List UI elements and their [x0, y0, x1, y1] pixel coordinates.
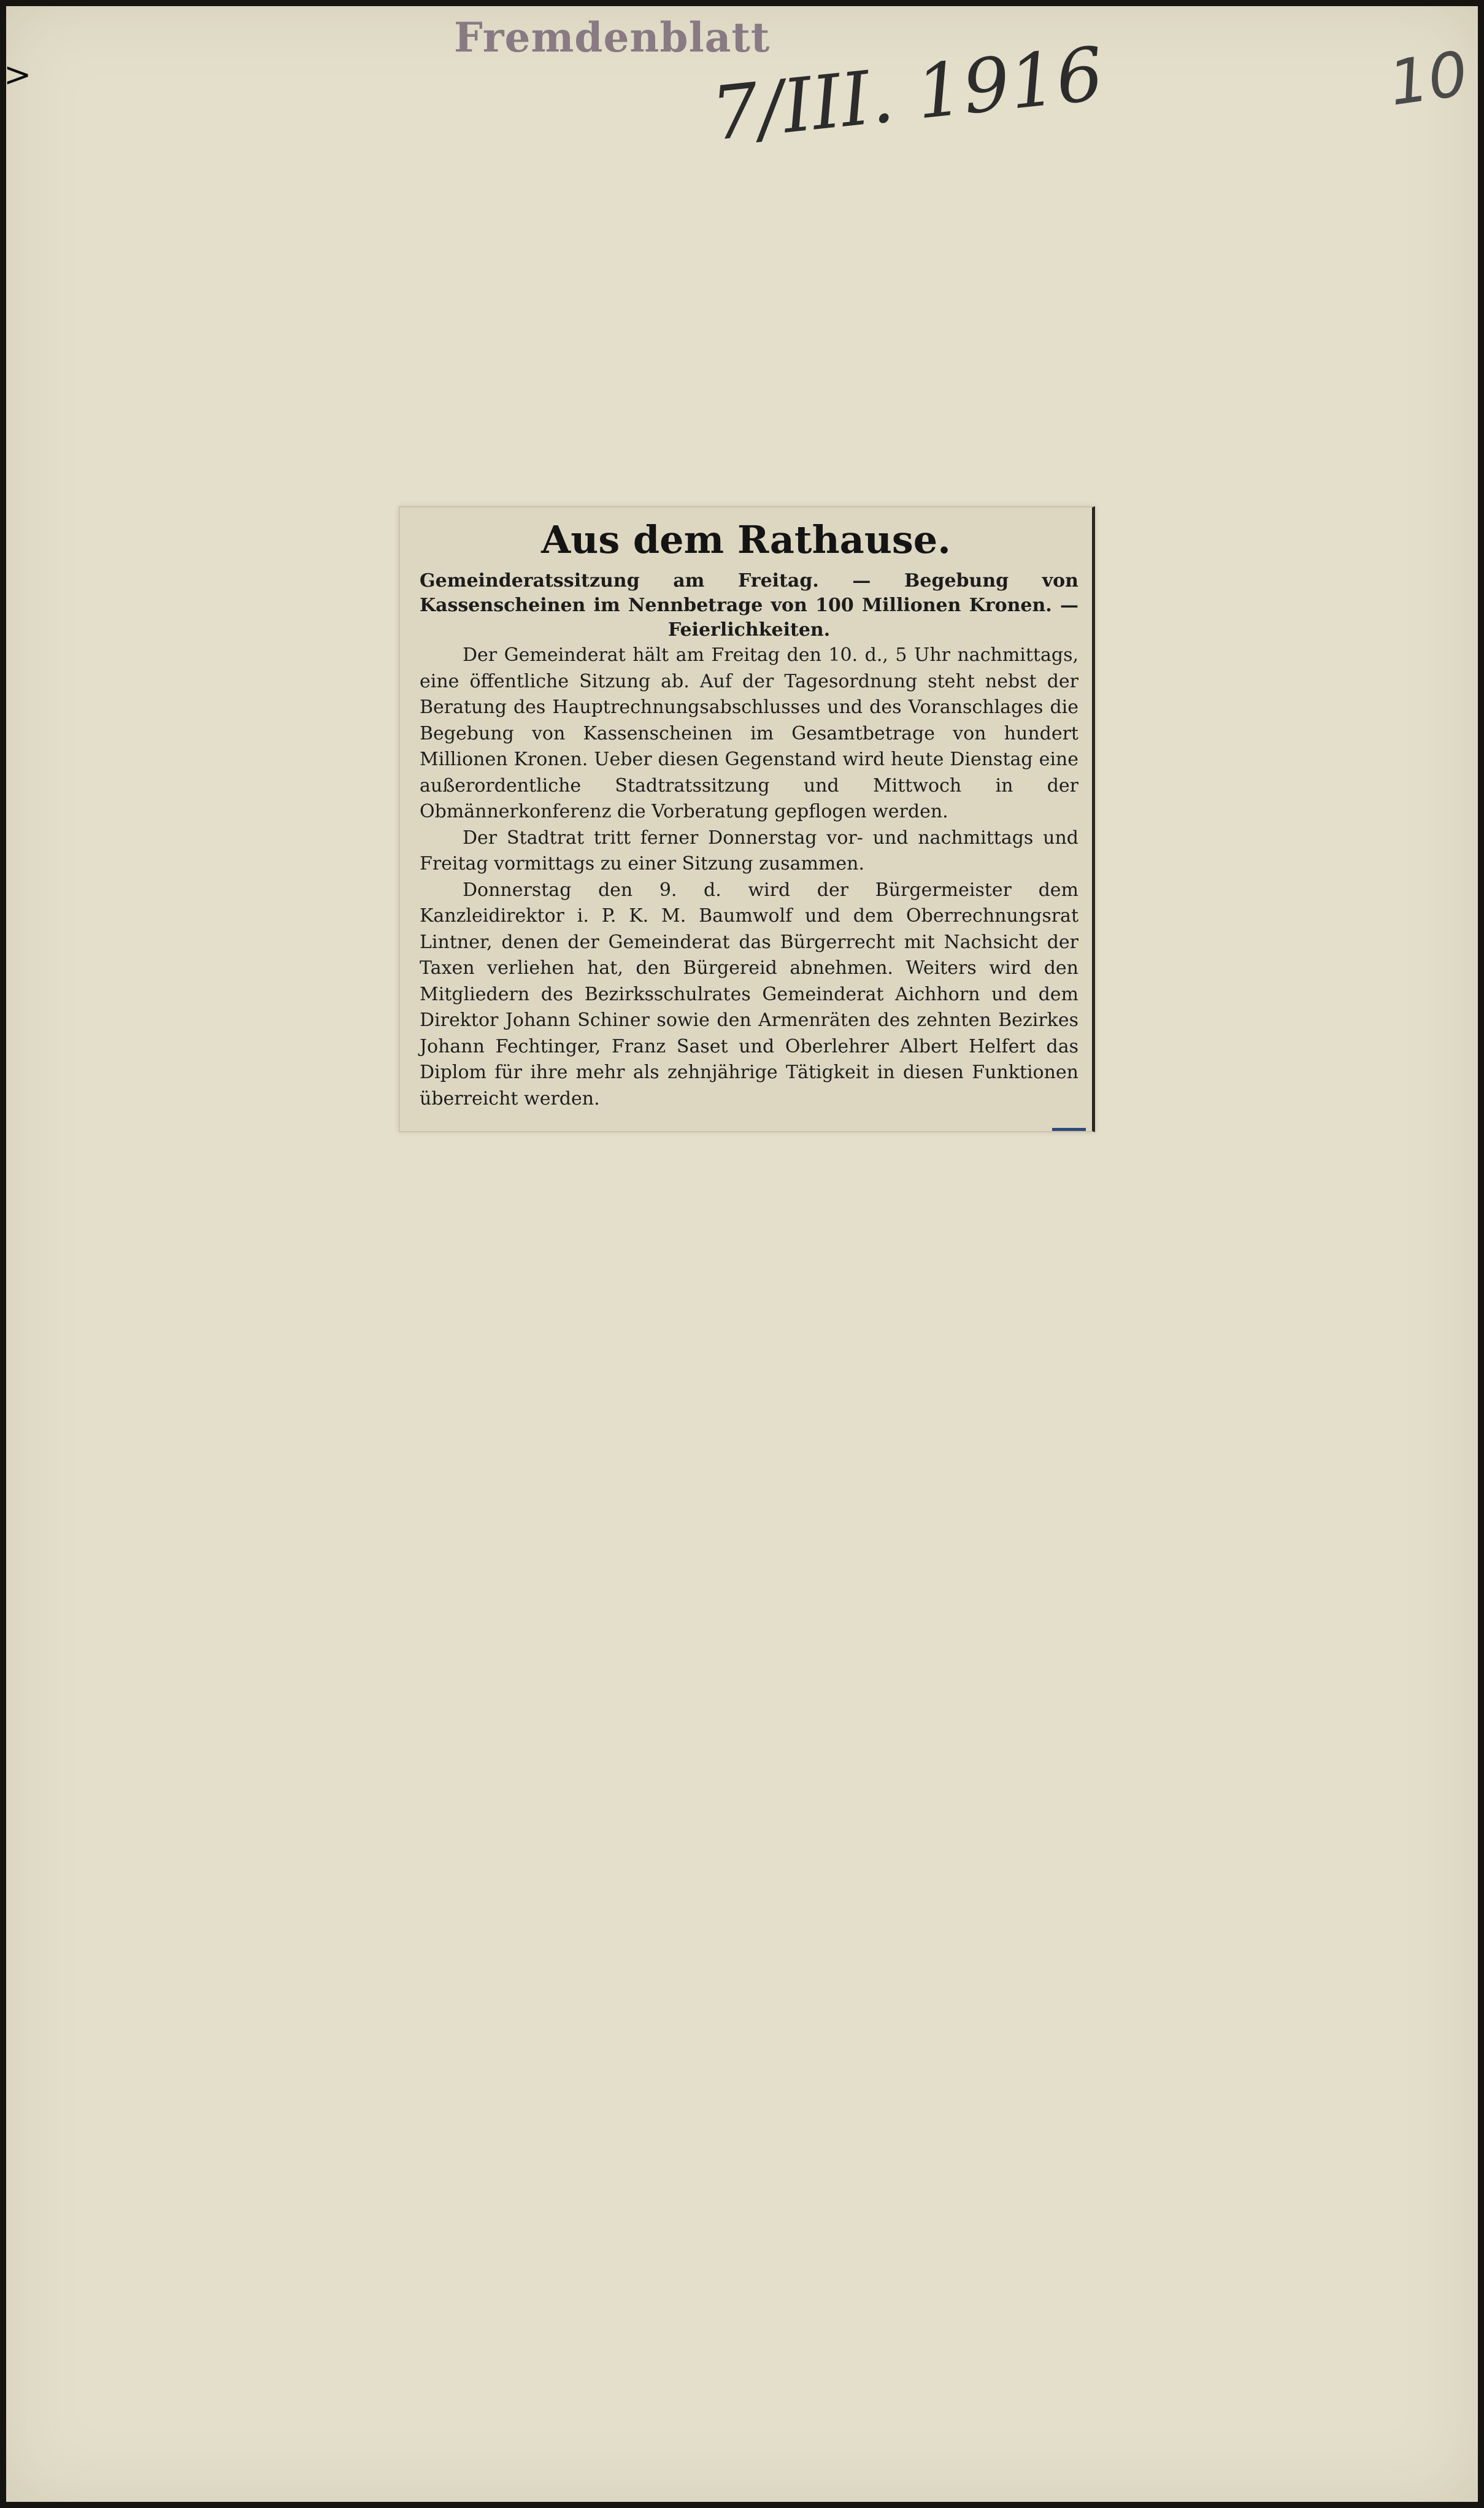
- clipping-subhead: Gemeinderatssitzung am Freitag. — Begebung von Kassenscheinen im Nennbetrage von 100 Millionen Kronen. — Feierlichkeiten.: [420, 570, 1078, 641]
- clipping-title: Aus dem Rathause.: [541, 517, 951, 562]
- clipping-paragraph-2: Der Stadtrat tritt ferner Donnerstag vor- und nachmittags und Freitag vormittags zu einer Sitzung zusammen.: [420, 827, 1078, 874]
- clipping-paragraph-3: Donnerstag den 9. d. wird der Bürgermeister dem Kanzleidirektor i. P. K. M. Baumwolf und dem Oberrechnungsrat Lintner, denen der Gemeinderat das Bürgerrecht mit Nachsicht der Taxen verliehen hat, den Bürgereid abnehmen. Weiters wird den Mitgliedern des Bezirksschulrates Gemeinderat Aichhorn und dem Direktor Johann Schiner sowie den Armenräten des zehnten Bezirkes Johann Fechtinger, Franz Saset und Oberlehrer Albert Helfert das Diplom für ihre mehr als zehnjährige Tätigkeit in diesen Funktionen überreicht werden.: [420, 879, 1078, 1109]
- edge-tick-mark: >: [4, 55, 32, 94]
- newspaper-stamp: Fremdenblatt: [454, 14, 771, 61]
- blue-pencil-mark: [1052, 1128, 1086, 1131]
- handwritten-date: 7/III. 1916: [707, 31, 1108, 158]
- newspaper-clipping: [399, 506, 1095, 1132]
- handwritten-page-number: 10: [1385, 37, 1472, 120]
- clipping-paragraph-1: Der Gemeinderat hält am Freitag den 10. d., 5 Uhr nachmittags, eine öffentliche Sitzung ab. Auf der Tagesordnung steht nebst der Beratung des Hauptrechnungsabschlusses und des Voranschlages die Begebung von Kassenscheinen im Gesamtbetrage von hundert Millionen Kronen. Ueber diesen Gegenstand wird heute Dienstag eine außerordentliche Stadtratssitzung und Mittwoch in der Obmännerkonferenz die Vorberatung gepflogen werden.: [420, 644, 1078, 822]
